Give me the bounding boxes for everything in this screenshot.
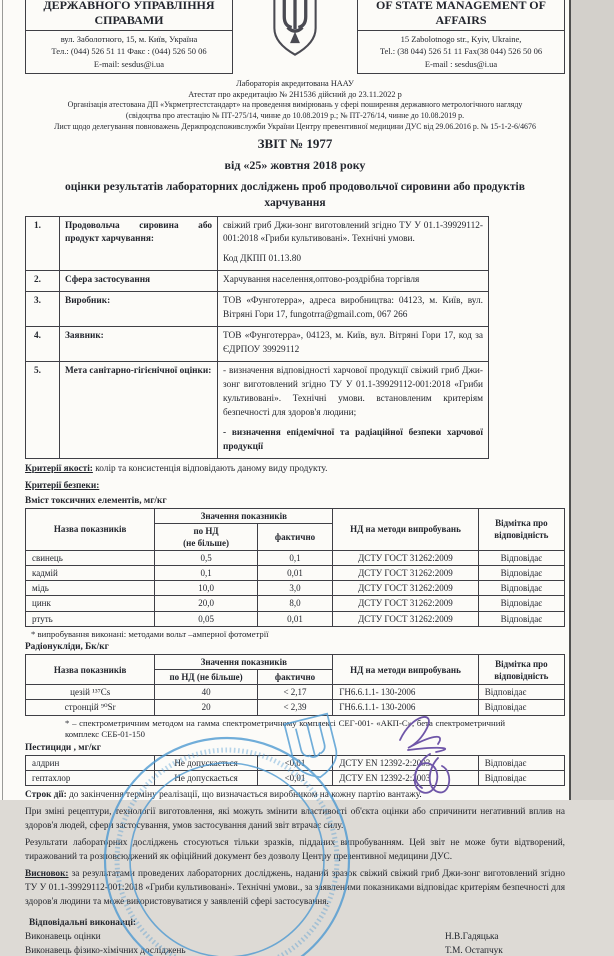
conclusion-label: Висновок:	[25, 869, 69, 880]
nd-value: 10,0	[155, 581, 257, 596]
row-value-text-bold: - визначення епідемічної та радіаційної безпеки харчової продукції	[223, 427, 483, 452]
col-header-nd	[155, 523, 257, 550]
org-phone-uk: Тел.: (044) 526 51 11 Факс : (044) 526 50 06	[51, 46, 207, 57]
org-title-en: OF STATE MANAGEMENT OF AFFAIRS	[358, 0, 564, 31]
row-number: 5.	[26, 362, 60, 459]
table-row	[26, 216, 489, 271]
mark-value: Відповідає	[478, 756, 564, 771]
nd-value: Не допускається	[155, 756, 257, 771]
pesticides-table	[25, 755, 565, 786]
indicator-name: свинець	[26, 551, 155, 566]
org-box-ukrainian	[25, 0, 233, 74]
validity-text: до закінчення терміну реалізації, що визначається виробником на кожну партію вантажу.	[66, 790, 422, 801]
signer-role: Виконавець оцінки	[25, 931, 101, 942]
col-header-mark	[478, 508, 564, 550]
nd-value: 0,1	[155, 566, 257, 581]
accreditation-line: Лабораторія акредитована НААУ	[236, 78, 354, 88]
row-value-text: свіжий гриб Джи-зонг виготовлений згідно ТУ У 01.1-39929112-001:2018 «Гриби культивовані». Технічні умови.	[223, 220, 483, 245]
col-header-fact: фактично	[257, 670, 332, 685]
fact-value: < 2,39	[257, 700, 332, 715]
col-header-values: Значення показників	[155, 655, 333, 670]
row-value-code: Код ДКПП 01.13.80	[223, 254, 302, 265]
radio-section-title: Радіонукліди, Бк/кг	[25, 642, 109, 653]
method-value: ГН6.6.1.1- 130-2006	[333, 685, 479, 700]
col-header-mark-line: відповідність	[494, 670, 549, 681]
signature-row	[25, 932, 565, 942]
row-label: Мета санітарно-гігієнічної оцінки:	[60, 362, 218, 459]
signer-role: Виконавець фізико-хімічних досліджень	[25, 945, 186, 956]
mark-value: Відповідає	[478, 581, 564, 596]
row-number: 2.	[26, 271, 60, 292]
org-address-en: 15 Zabolotnogo str., Kyiv, Ukraine,	[400, 34, 522, 44]
table-row	[26, 271, 489, 292]
product-info-table	[25, 216, 489, 459]
col-header-values: Значення показників	[155, 508, 333, 523]
col-header-method: НД на методи випробувань	[333, 655, 479, 685]
nd-value: 40	[155, 685, 257, 700]
scan-margin-strip	[571, 0, 614, 800]
fact-value: 0,01	[257, 566, 332, 581]
indicator-name: кадмій	[26, 566, 155, 581]
nd-value: 0,05	[155, 611, 257, 626]
report-content	[25, 0, 565, 956]
row-number: 1.	[26, 216, 60, 271]
toxic-elements-table	[25, 508, 565, 627]
fact-value: <0,01	[257, 756, 332, 771]
org-contacts-uk	[26, 31, 232, 73]
col-header-mark-line: Відмітка про	[495, 518, 548, 529]
col-header-name: Назва показників	[26, 655, 155, 685]
radio-footnote: * – спектрометричним методом на гамма спектрометричному комплексі СЕГ-001- «АКП-С», бета спектрометричний комплекс СЕБ-01-150	[65, 717, 505, 740]
nd-value: 20	[155, 700, 257, 715]
col-header-mark-line: Відмітка про	[495, 658, 548, 669]
row-label: Заявник:	[60, 327, 218, 362]
row-value: Харчування населення,оптово-роздрібна торгівля	[218, 271, 489, 292]
row-number: 3.	[26, 292, 60, 327]
pesticides-section-title: Пестициди , мг/кг	[25, 743, 101, 754]
col-header-fact: фактично	[257, 523, 332, 550]
indicator-name: алдрин	[26, 756, 155, 771]
table-row	[26, 551, 565, 566]
validity-label: Строк дії:	[25, 790, 67, 801]
indicator-name: цинк	[26, 596, 155, 611]
org-email-uk: E-mail: sesdus@i.ua	[93, 58, 165, 69]
org-email-en: E-mail : sesdus@i.ua	[424, 58, 498, 69]
col-header-nd: по НД (не більше)	[155, 670, 257, 685]
mark-value: Відповідає	[478, 771, 564, 786]
signatures-block	[25, 918, 565, 956]
table-row	[26, 362, 489, 459]
quality-criteria-line	[25, 463, 565, 476]
table-row	[26, 771, 565, 786]
table-row	[26, 596, 565, 611]
mark-value: Відповідає	[478, 551, 564, 566]
col-header-name: Назва показників	[26, 508, 155, 550]
accreditation-line: Лист щодо делегування повноважень Держпродспоживслужби України Центру превентивної медицини ДУС від 29.06.2016 р. № 15-1-2-6/4676	[54, 121, 536, 131]
mark-value: Відповідає	[478, 611, 564, 626]
scan-left-edge	[2, 0, 3, 800]
emblem-wrap	[267, 0, 323, 63]
accreditation-block	[25, 78, 565, 132]
method-value: ДСТУ EN 12392-2:2003	[333, 771, 479, 786]
table-row	[26, 581, 565, 596]
org-title-uk: ДЕРЖАВНОГО УПРАВЛІННЯ СПРАВАМИ	[26, 0, 232, 31]
safety-criteria-line	[25, 480, 565, 493]
method-value: ДСТУ ГОСТ 31262:2009	[333, 551, 479, 566]
fact-value: 0,01	[257, 611, 332, 626]
org-box-english	[357, 0, 565, 74]
nd-value: 20,0	[155, 596, 257, 611]
col-header-nd-line: (не більше)	[183, 537, 229, 548]
fact-value: 3,0	[257, 581, 332, 596]
row-value	[218, 216, 489, 271]
report-subject-line: харчування	[264, 197, 326, 210]
signature-row	[25, 946, 565, 956]
table-header-row	[26, 655, 565, 670]
method-value: ДСТУ ГОСТ 31262:2009	[333, 566, 479, 581]
letterhead	[25, 0, 565, 74]
quality-criteria-text: колір та консистенція відповідають даному виду продукту.	[92, 463, 328, 474]
indicator-name: гептахлор	[26, 771, 155, 786]
row-value: ТОВ «Фунготерра», 04123, м. Київ, вул. Вітряні Гори 17, код за ЄДРПОУ 39929112	[218, 327, 489, 362]
accreditation-line: Організація атестована ДП «Укрметртестстандарт» на проведення вимірювань у сфері поширення державного метрологічного нагляду	[67, 100, 523, 110]
mark-value: Відповідає	[478, 566, 564, 581]
method-value: ГН6.6.1.1- 130-2006	[333, 700, 479, 715]
col-header-mark	[478, 655, 564, 685]
method-value: ДСТУ ГОСТ 31262:2009	[333, 581, 479, 596]
nd-value: Не допускається	[155, 771, 257, 786]
mark-value: Відповідає	[478, 596, 564, 611]
signer-name: Н.В.Гадяцька	[445, 931, 499, 942]
toxic-section-title: Вміст токсичних елементів, мг/кг	[25, 495, 167, 506]
table-row	[26, 611, 565, 626]
results-scope-paragraph: Результати лабораторних досліджень стосуються тільки зразків, підданих випробуванням. Цей звіт не може бути відтворений, тиражований та розповсюджений як офіційний документ без дозволу Центру превентивної медицини ДУС.	[25, 838, 565, 863]
recipe-change-paragraph: При зміні рецептури, технології виготовлення, які можуть змінити властивості об'єкта оцінки або спричинити негативний вплив на здоров'я людей, сфери застосування, умов застосування даний звіт втрачає силу.	[25, 807, 565, 832]
row-label: Сфера застосування	[60, 271, 218, 292]
org-contacts-en	[358, 31, 564, 73]
indicator-name: ртуть	[26, 611, 155, 626]
toxic-footnote: * випробування виконані: методами вольт –амперної фотометрії	[31, 628, 269, 639]
accreditation-line: Атестат про акредитацію № 2Н1536 дійсний до 23.11.2022 р	[188, 90, 402, 100]
table-row	[26, 756, 565, 771]
radionuclides-table	[25, 654, 565, 716]
table-row	[26, 700, 565, 715]
col-header-nd-line: по НД	[193, 525, 219, 536]
report-subject	[25, 179, 565, 211]
row-value: ТОВ «Фунготерра», адреса виробництва: 04123, м. Київ, вул. Вітряні Гори 17, fungotrra@gmail.com, 067 266	[218, 292, 489, 327]
indicator-name: мідь	[26, 581, 155, 596]
mark-value: Відповідає	[478, 700, 564, 715]
safety-criteria-label: Критерії безпеки:	[25, 481, 100, 492]
table-row	[26, 327, 489, 362]
fact-value: 8,0	[257, 596, 332, 611]
quality-criteria-label: Критерії якості:	[25, 463, 93, 474]
row-label: Виробник:	[60, 292, 218, 327]
org-phone-en: Tel.: (38 044) 526 51 11 Fax(38 044) 526 50 06	[379, 46, 543, 57]
method-value: ДСТУ ГОСТ 31262:2009	[333, 611, 479, 626]
indicator-name: цезій ¹³⁷Cs	[26, 685, 155, 700]
table-row	[26, 292, 489, 327]
signer-name: Т.М. Остапчук	[445, 945, 503, 956]
method-value: ДСТУ EN 12392-2:2003	[333, 756, 479, 771]
row-number: 4.	[26, 327, 60, 362]
row-value-text: - визначення відповідності харчової продукції свіжий гриб Джи-зонг виготовлений згідно ТУ У 01.1-39929112-001:2018 «Гриби культивовані». Технічні умови. встановленим критеріям безпечності для здоров'я людини;	[223, 366, 483, 418]
table-row	[26, 566, 565, 581]
report-date: від «25» жовтня 2018 року	[224, 158, 366, 173]
row-label: Продовольча сировина або продукт харчування:	[60, 216, 218, 271]
row-value	[218, 362, 489, 459]
report-subject-line: оцінки результатів лабораторних досліджень проб продовольчої сировини або продуктів	[65, 181, 525, 194]
report-number: ЗВІТ № 1977	[257, 136, 333, 152]
fact-value: 0,1	[257, 551, 332, 566]
nd-value: 0,5	[155, 551, 257, 566]
org-address-uk: вул. Заболотного, 15, м. Київ, Україна	[60, 34, 198, 44]
col-header-method: НД на методи випробувань	[333, 508, 479, 550]
table-header-row	[26, 508, 565, 523]
col-header-mark-line: відповідність	[494, 530, 549, 541]
signatures-heading: Відповідальні виконавці:	[29, 917, 137, 928]
indicator-name: стронцій ⁹⁰Sr	[26, 700, 155, 715]
fact-value: < 2,17	[257, 685, 332, 700]
fact-value: <0,01	[257, 771, 332, 786]
accreditation-line: (свідоцтва про атестацію № ПТ-275/14, чинне до 10.08.2019 р.; № ПТ-276/14, чинне до 10.08.2019 р.	[125, 110, 465, 120]
conclusion-text: за результатами проведених лабораторних досліджень, наданий зразок свіжий свіжий гриб Джи-зонг виготовлений згідно ТУ У 01.1-39929112-001:2018 «Гриби культивовані». Технічні умови., за заявленими показниками відповідає критеріям безпечності для здоров'я людини та може використовуватися у заявленій сфері застосування.	[25, 869, 565, 907]
table-row	[26, 685, 565, 700]
conclusion-paragraph	[25, 868, 565, 910]
mark-value: Відповідає	[478, 685, 564, 700]
report-title-block	[25, 136, 565, 211]
validity-paragraph	[25, 789, 565, 803]
method-value: ДСТУ ГОСТ 31262:2009	[333, 596, 479, 611]
ukrainian-trident-icon	[268, 0, 322, 63]
